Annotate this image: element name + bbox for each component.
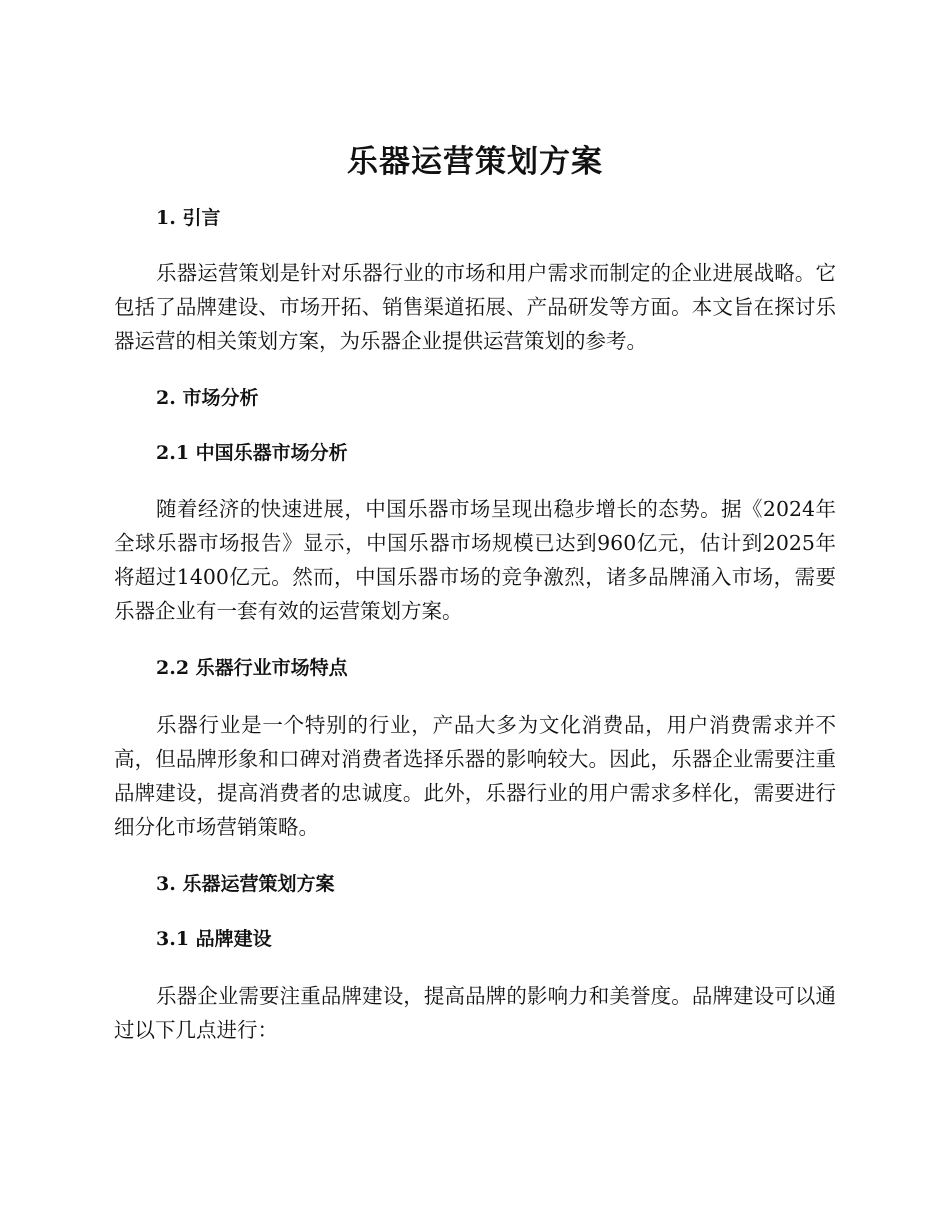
section-heading-operation-plan: 3. 乐器运营策划方案 (156, 873, 335, 895)
subsection-heading-industry-features: 2.2 乐器行业市场特点 (156, 657, 348, 679)
paragraph-industry-features: 乐器行业是一个特别的行业，产品大多为文化消费品，用户消费需求并不高，但品牌形象和口碑对消费者选择乐器的影响较大。因此，乐器企业需要注重品牌建设，提高消费者的忠诚度。此外，乐器行业的用户需求多样化，需要进行细分化市场营销策略。 (114, 713, 836, 839)
subsection-heading-china-market: 2.1 中国乐器市场分析 (156, 442, 348, 464)
section-heading-market-analysis: 2. 市场分析 (156, 387, 259, 409)
subsection-heading-brand-building: 3.1 品牌建设 (156, 928, 272, 950)
paragraph-brand-building: 乐器企业需要注重品牌建设，提高品牌的影响力和美誉度。品牌建设可以通过以下几点进行： (114, 984, 836, 1042)
document-title: 乐器运营策划方案 (347, 144, 603, 180)
paragraph-introduction: 乐器运营策划是针对乐器行业的市场和用户需求而制定的企业进展战略。它包括了品牌建设、市场开拓、销售渠道拓展、产品研发等方面。本文旨在探讨乐器运营的相关策划方案，为乐器企业提供运营策划的参考。 (114, 261, 836, 353)
section-heading-introduction: 1. 引言 (156, 207, 221, 229)
document-page (114, 140, 836, 1047)
paragraph-china-market: 随着经济的快速进展，中国乐器市场呈现出稳步增长的态势。据《2024年全球乐器市场报告》显示，中国乐器市场规模已达到960亿元，估计到2025年将超过1400亿元。然而，中国乐器市场的竞争激烈，诸多品牌涌入市场，需要乐器企业有一套有效的运营策划方案。 (114, 497, 836, 623)
